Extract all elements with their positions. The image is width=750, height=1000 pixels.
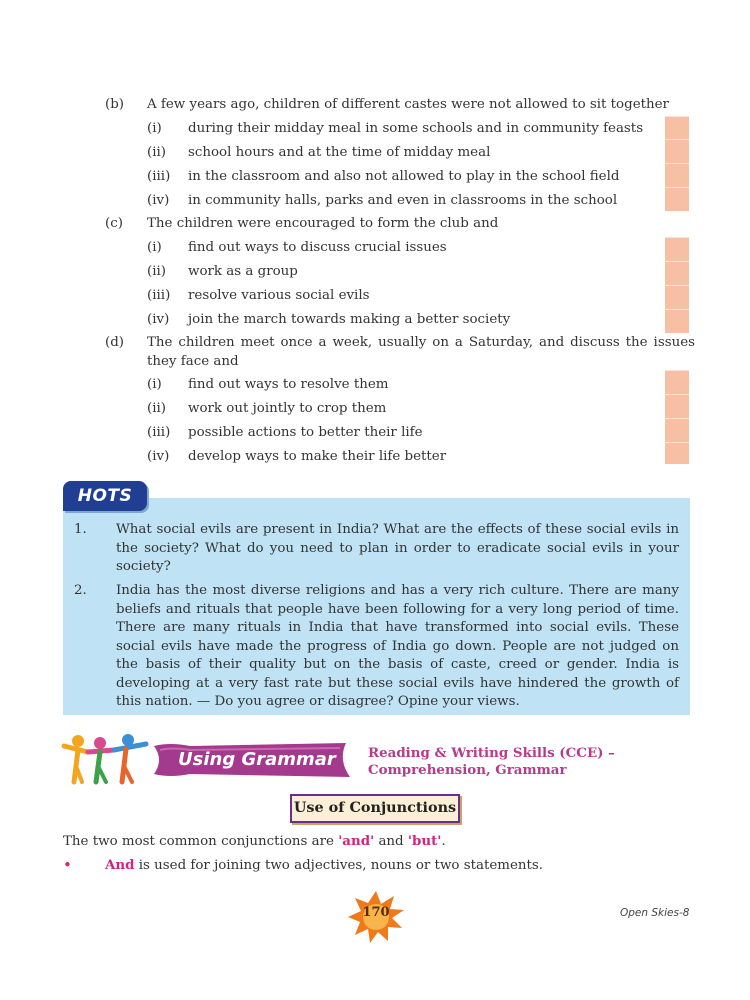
question-label: (b) (105, 97, 125, 112)
bullet-text: is used for joining two adjectives, nouns or two statements. (134, 858, 544, 873)
answer-box[interactable] (665, 309, 689, 333)
children-figures-icon (60, 732, 152, 786)
option-numeral: (ii) (147, 401, 167, 416)
option-text: work out jointly to crop them (188, 401, 387, 416)
option-numeral: (iv) (147, 312, 170, 327)
intro-line (63, 832, 446, 851)
keyword-but: 'but' (407, 833, 442, 849)
option-text: possible actions to better their life (188, 425, 423, 440)
answer-box[interactable] (665, 418, 689, 442)
hots-item-number: 2. (74, 583, 87, 598)
option-numeral: (i) (147, 240, 162, 255)
bullet-icon: • (63, 856, 72, 874)
question-text: A few years ago, children of different castes were not allowed to sit together (147, 97, 669, 112)
answer-box[interactable] (665, 285, 689, 309)
question-text: The children meet once a week, usually on a Saturday, and discuss the issues they face and (147, 335, 695, 369)
skills-line-2: Comprehension, Grammar (368, 762, 567, 778)
question-label: (d) (105, 335, 125, 350)
intro-mid: and (374, 834, 408, 849)
option-text: school hours and at the time of midday meal (188, 145, 491, 160)
answer-box[interactable] (665, 163, 689, 187)
option-text: resolve various social evils (188, 288, 370, 303)
question-d (105, 333, 695, 371)
skills-heading (368, 745, 615, 779)
page-number: 170 (362, 905, 390, 920)
hots-item-text: What social evils are present in India? What are the effects of these social evils in the society? What do you need to plan in order to eradicate social evils in your society? (116, 522, 679, 574)
option-numeral: (iii) (147, 425, 171, 440)
question-text: The children were encouraged to form the club and (147, 216, 499, 231)
section-title: Use of Conjunctions (290, 794, 460, 823)
option-text: work as a group (188, 264, 298, 279)
answer-box[interactable] (665, 370, 689, 394)
option-text: join the march towards making a better society (188, 312, 511, 327)
hots-item-1 (74, 521, 679, 578)
skills-line-1: Reading & Writing Skills (CCE) – (368, 745, 615, 761)
hots-item-text: India has the most diverse religions and has a very rich culture. There are many beliefs and rituals that people have been following for a very long period of time. There are many rituals in India that have transformed into social evils. These social evils have made the progress of India go down. People are not judged on the basis of their quality but on the basis of caste, creed or gender. India is developing at a very fast rate but these social evils have hindered the growth of this nation. — Do you agree or disagree? Opine your views. (116, 583, 679, 709)
hots-item-number: 1. (74, 522, 87, 537)
hots-badge: HOTS (63, 481, 147, 511)
option-numeral: (ii) (147, 145, 167, 160)
answer-box[interactable] (665, 237, 689, 261)
keyword-and: 'and' (338, 833, 375, 849)
answer-box[interactable] (665, 116, 689, 139)
answer-box[interactable] (665, 442, 689, 464)
bullet-keyword: And (105, 857, 135, 873)
option-numeral: (iv) (147, 193, 170, 208)
answer-box[interactable] (665, 394, 689, 418)
intro-prefix: The two most common conjunctions are (63, 834, 339, 849)
question-label: (c) (105, 216, 123, 231)
option-text: in the classroom and also not allowed to play in the school field (188, 169, 620, 184)
grammar-banner-label: Using Grammar (178, 749, 336, 770)
option-numeral: (i) (147, 377, 162, 392)
option-numeral: (i) (147, 121, 162, 136)
option-text: during their midday meal in some schools and in community feasts (188, 121, 644, 136)
bullet-line (105, 856, 543, 875)
option-text: in community halls, parks and even in classrooms in the school (188, 193, 618, 208)
option-text: find out ways to discuss crucial issues (188, 240, 447, 255)
option-numeral: (iv) (147, 449, 170, 464)
option-numeral: (ii) (147, 264, 167, 279)
option-text: develop ways to make their life better (188, 449, 447, 464)
intro-suffix: . (441, 834, 446, 849)
option-numeral: (iii) (147, 169, 171, 184)
answer-box[interactable] (665, 139, 689, 163)
option-numeral: (iii) (147, 288, 171, 303)
answer-box[interactable] (665, 187, 689, 211)
option-text: find out ways to resolve them (188, 377, 389, 392)
book-title: Open Skies-8 (620, 907, 690, 919)
hots-item-2 (74, 582, 679, 712)
answer-box[interactable] (665, 261, 689, 285)
